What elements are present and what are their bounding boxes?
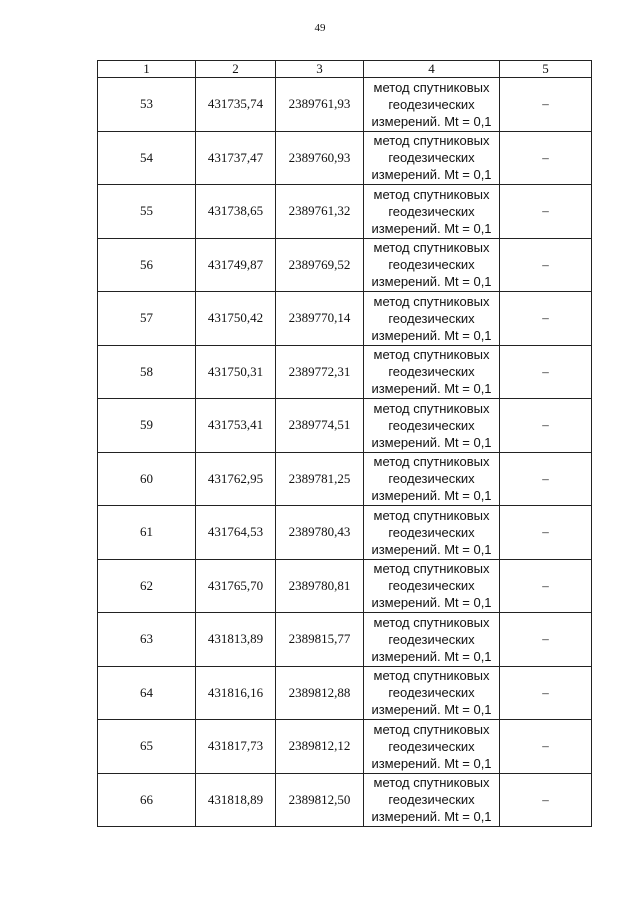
table-row — [98, 773, 592, 827]
method-cell — [364, 78, 500, 132]
note-cell: – — [500, 506, 592, 560]
method-cell — [364, 131, 500, 185]
table-row — [98, 345, 592, 399]
method-cell — [364, 185, 500, 239]
y-coordinate-cell: 2389774,51 — [276, 399, 364, 453]
note-cell: – — [500, 345, 592, 399]
method-line: геодезических — [388, 524, 475, 540]
x-coordinate-cell: 431749,87 — [196, 238, 276, 292]
x-coordinate-cell: 431817,73 — [196, 720, 276, 774]
method-line: геодезических — [388, 417, 475, 433]
note-cell: – — [500, 292, 592, 346]
x-coordinate-cell: 431818,89 — [196, 773, 276, 827]
table-row — [98, 559, 592, 613]
method-line: измерений. Mt = 0,1 — [371, 113, 492, 129]
table-row — [98, 292, 592, 346]
method-line: измерений. Mt = 0,1 — [371, 274, 492, 290]
method-line: геодезических — [388, 578, 475, 594]
method-line: геодезических — [388, 150, 475, 166]
column-header-1: 1 — [98, 61, 196, 78]
y-coordinate-cell: 2389769,52 — [276, 238, 364, 292]
table-row — [98, 238, 592, 292]
note-cell: – — [500, 613, 592, 667]
point-number-cell: 55 — [98, 185, 196, 239]
method-line: метод спутниковых — [373, 614, 490, 630]
method-line: геодезических — [388, 685, 475, 701]
method-cell — [364, 506, 500, 560]
point-number-cell: 58 — [98, 345, 196, 399]
point-number-cell: 53 — [98, 78, 196, 132]
method-line: измерений. Mt = 0,1 — [371, 167, 492, 183]
point-number-cell: 60 — [98, 452, 196, 506]
y-coordinate-cell: 2389770,14 — [276, 292, 364, 346]
y-coordinate-cell: 2389781,25 — [276, 452, 364, 506]
method-cell — [364, 666, 500, 720]
note-cell: – — [500, 666, 592, 720]
method-line: метод спутниковых — [373, 79, 490, 95]
method-line: измерений. Mt = 0,1 — [371, 220, 492, 236]
table-row — [98, 506, 592, 560]
y-coordinate-cell: 2389772,31 — [276, 345, 364, 399]
method-line: измерений. Mt = 0,1 — [371, 434, 492, 450]
method-line: геодезических — [388, 631, 475, 647]
y-coordinate-cell: 2389812,12 — [276, 720, 364, 774]
point-number-cell: 64 — [98, 666, 196, 720]
point-number-cell: 54 — [98, 131, 196, 185]
note-cell: – — [500, 131, 592, 185]
method-line: измерений. Mt = 0,1 — [371, 488, 492, 504]
method-line: метод спутниковых — [373, 668, 490, 684]
method-line: метод спутниковых — [373, 186, 490, 202]
method-cell — [364, 345, 500, 399]
table-row — [98, 131, 592, 185]
column-header-4: 4 — [364, 61, 500, 78]
x-coordinate-cell: 431750,31 — [196, 345, 276, 399]
x-coordinate-cell: 431738,65 — [196, 185, 276, 239]
note-cell: – — [500, 185, 592, 239]
column-header-2: 2 — [196, 61, 276, 78]
note-cell: – — [500, 559, 592, 613]
method-cell — [364, 399, 500, 453]
method-line: геодезических — [388, 96, 475, 112]
method-line: измерений. Mt = 0,1 — [371, 648, 492, 664]
method-line: геодезических — [388, 738, 475, 754]
method-line: измерений. Mt = 0,1 — [371, 595, 492, 611]
method-cell — [364, 238, 500, 292]
point-number-cell: 59 — [98, 399, 196, 453]
method-line: геодезических — [388, 364, 475, 380]
note-cell: – — [500, 452, 592, 506]
method-line: геодезических — [388, 471, 475, 487]
point-number-cell: 61 — [98, 506, 196, 560]
y-coordinate-cell: 2389815,77 — [276, 613, 364, 667]
method-cell — [364, 559, 500, 613]
table-row — [98, 720, 592, 774]
y-coordinate-cell: 2389760,93 — [276, 131, 364, 185]
method-line: измерений. Mt = 0,1 — [371, 381, 492, 397]
x-coordinate-cell: 431764,53 — [196, 506, 276, 560]
point-number-cell: 65 — [98, 720, 196, 774]
y-coordinate-cell: 2389780,81 — [276, 559, 364, 613]
y-coordinate-cell: 2389780,43 — [276, 506, 364, 560]
method-cell — [364, 613, 500, 667]
table-header-row — [98, 61, 592, 78]
x-coordinate-cell: 431813,89 — [196, 613, 276, 667]
method-line: геодезических — [388, 310, 475, 326]
method-line: геодезических — [388, 792, 475, 808]
table-body — [98, 78, 592, 827]
method-line: геодезических — [388, 257, 475, 273]
point-number-cell: 57 — [98, 292, 196, 346]
page-number: 49 — [314, 22, 326, 34]
point-number-cell: 62 — [98, 559, 196, 613]
table-row — [98, 399, 592, 453]
y-coordinate-cell: 2389761,93 — [276, 78, 364, 132]
y-coordinate-cell: 2389761,32 — [276, 185, 364, 239]
method-line: метод спутниковых — [373, 454, 490, 470]
method-line: измерений. Mt = 0,1 — [371, 755, 492, 771]
method-line: измерений. Mt = 0,1 — [371, 702, 492, 718]
column-header-5: 5 — [500, 61, 592, 78]
note-cell: – — [500, 78, 592, 132]
x-coordinate-cell: 431735,74 — [196, 78, 276, 132]
table-row — [98, 452, 592, 506]
column-header-3: 3 — [276, 61, 364, 78]
table-row — [98, 185, 592, 239]
note-cell: – — [500, 720, 592, 774]
method-line: метод спутниковых — [373, 347, 490, 363]
method-line: метод спутниковых — [373, 507, 490, 523]
x-coordinate-cell: 431750,42 — [196, 292, 276, 346]
note-cell: – — [500, 399, 592, 453]
x-coordinate-cell: 431753,41 — [196, 399, 276, 453]
method-line: метод спутниковых — [373, 775, 490, 791]
note-cell: – — [500, 238, 592, 292]
table-row — [98, 666, 592, 720]
method-cell — [364, 452, 500, 506]
y-coordinate-cell: 2389812,50 — [276, 773, 364, 827]
method-line: метод спутниковых — [373, 400, 490, 416]
method-line: метод спутниковых — [373, 293, 490, 309]
x-coordinate-cell: 431762,95 — [196, 452, 276, 506]
point-number-cell: 66 — [98, 773, 196, 827]
method-line: метод спутниковых — [373, 240, 490, 256]
point-number-cell: 56 — [98, 238, 196, 292]
note-cell: – — [500, 773, 592, 827]
method-line: метод спутниковых — [373, 721, 490, 737]
table-row — [98, 613, 592, 667]
coordinates-table — [97, 60, 592, 827]
method-line: метод спутниковых — [373, 561, 490, 577]
method-cell — [364, 773, 500, 827]
method-line: измерений. Mt = 0,1 — [371, 327, 492, 343]
point-number-cell: 63 — [98, 613, 196, 667]
x-coordinate-cell: 431816,16 — [196, 666, 276, 720]
y-coordinate-cell: 2389812,88 — [276, 666, 364, 720]
x-coordinate-cell: 431765,70 — [196, 559, 276, 613]
method-line: измерений. Mt = 0,1 — [371, 809, 492, 825]
method-cell — [364, 292, 500, 346]
method-line: измерений. Mt = 0,1 — [371, 541, 492, 557]
method-line: метод спутниковых — [373, 133, 490, 149]
method-cell — [364, 720, 500, 774]
table-row — [98, 78, 592, 132]
x-coordinate-cell: 431737,47 — [196, 131, 276, 185]
method-line: геодезических — [388, 203, 475, 219]
